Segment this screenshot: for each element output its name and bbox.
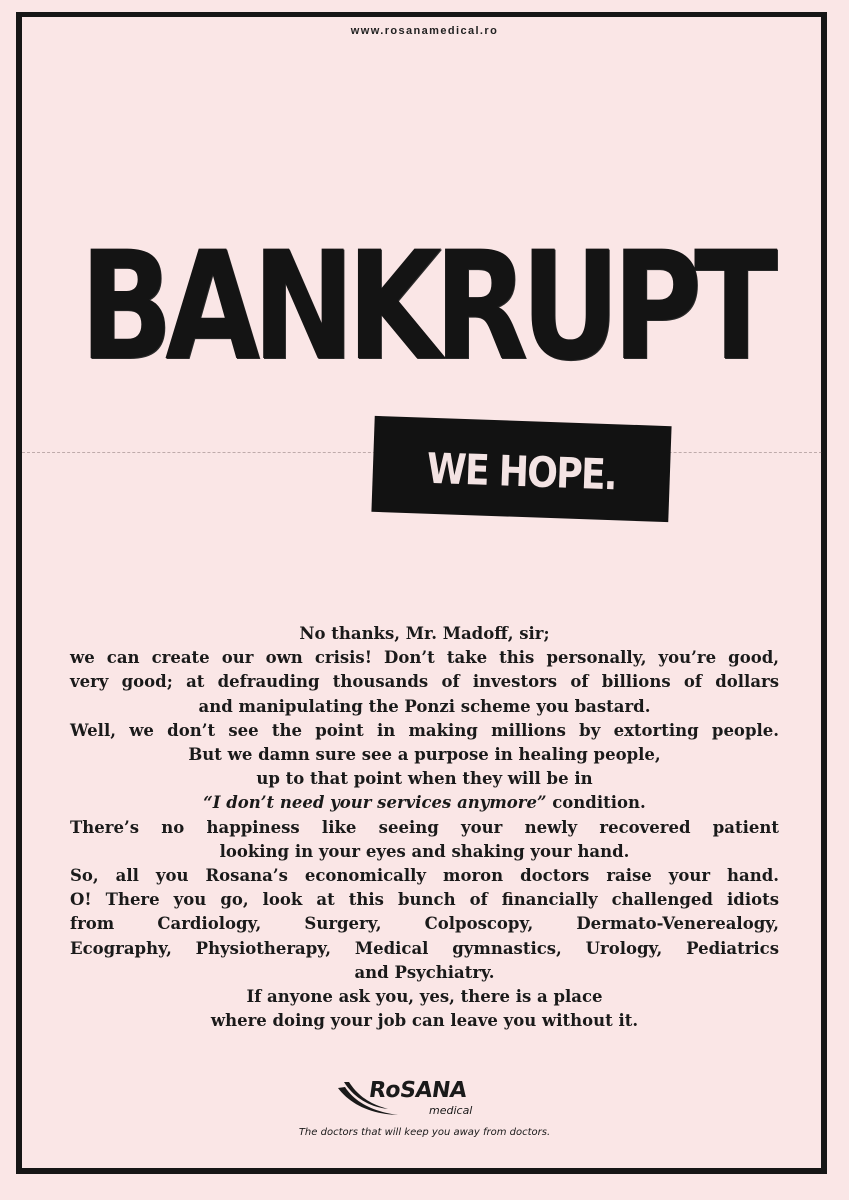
body-line: If anyone ask you, yes, there is a place [246, 987, 603, 1007]
stamp-box [371, 416, 671, 522]
body-line: No thanks, Mr. Madoff, sir; [299, 624, 550, 643]
website-url[interactable]: www.rosanamedical.ro [350, 25, 499, 37]
body-line: There’s no happiness like seeing your newly recovered patient [70, 817, 779, 837]
body-line: and manipulating the Ponzi scheme you bastard. [198, 696, 651, 716]
body-line: But we damn sure see a purpose in healing people, [188, 745, 661, 765]
body-line: up to that point when they will be in [256, 769, 593, 789]
stamp-text: WE HOPE. [426, 443, 617, 500]
body-line: So, all you Rosana’s economically moron doctors raise your hand. [70, 866, 779, 886]
body-line: Ecography, Physiotherapy, Medical gymnastics, Urology, Pediatrics [70, 938, 779, 958]
body-line: O! There you go, look at this bunch of financially challenged idiots [70, 890, 779, 910]
body-line: from Cardiology, Surgery, Colposcopy, Dermato-Venerealogy, [70, 914, 779, 934]
logo-subtitle: medical [429, 1104, 473, 1117]
body-line: where doing your job can leave you without it. [210, 1011, 639, 1031]
rosana-logo [336, 1074, 496, 1124]
body-line: we can create our own crisis! Don’t take this personally, you’re good, [70, 648, 779, 668]
body-line: Well, we don’t see the point in making millions by extorting people. [70, 720, 779, 740]
body-line: very good; at defrauding thousands of investors of billions of dollars [70, 672, 779, 692]
body-line: and Psychiatry. [354, 962, 495, 982]
body-line: looking in your eyes and shaking your hand. [219, 841, 630, 861]
quote-text: “I don’t need your services anymore” [203, 793, 547, 813]
quote-suffix: condition. [546, 793, 646, 813]
tagline: The doctors that will keep you away from doctors. [298, 1127, 551, 1138]
body-line-quote [70, 791, 779, 815]
body-copy [70, 622, 779, 1033]
logo-name: RoSANA [367, 1078, 469, 1103]
headline-title: BANKRUPT [79, 220, 770, 394]
